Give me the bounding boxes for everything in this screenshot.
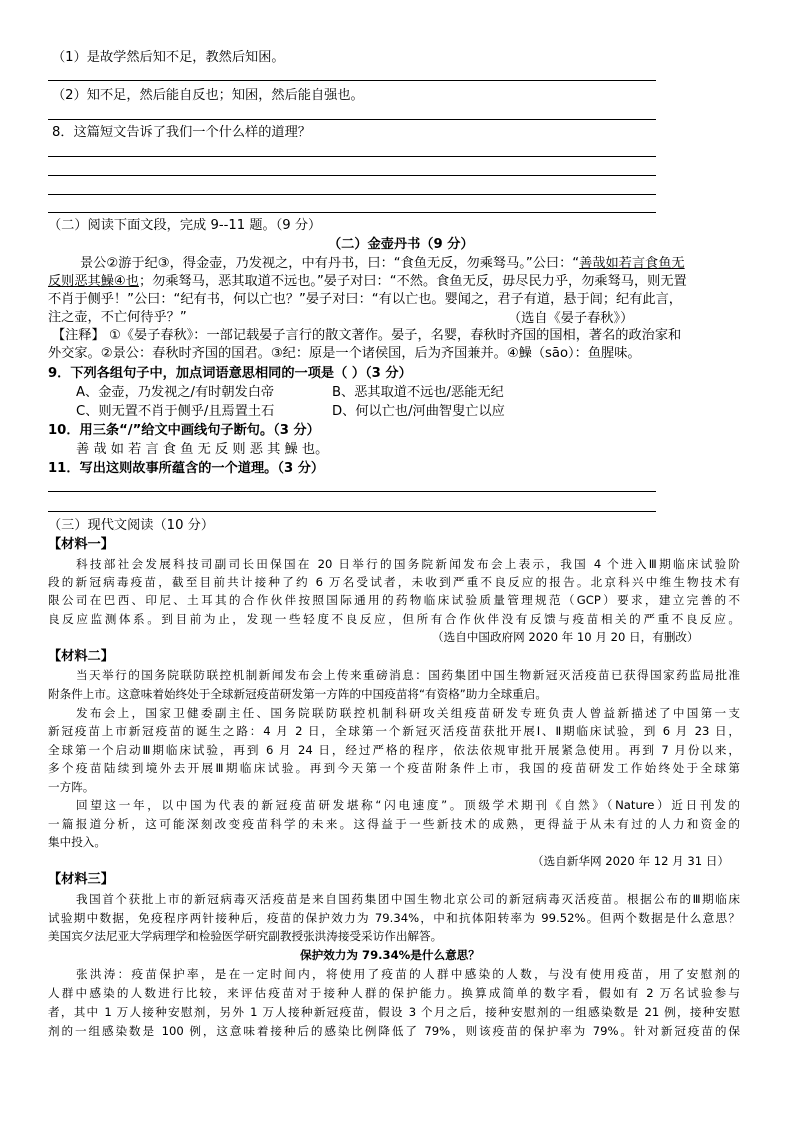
passage-source: （选自《晏子春秋》）: [508, 311, 634, 326]
material-3-line: 剂的一组感染数是 100 例，这意味着接种后的感染比例降低了 79%，则该疫苗的保护率为 79%。针对新冠疫苗的保: [48, 1024, 740, 1038]
material-1-line: 限公司在巴西、印尼、土耳其的合作伙伴按照国际通用的药物临床试验质量管理规范（GCP）要求，建立完善的不: [48, 593, 740, 607]
material-1-label: 【材料一】: [48, 537, 114, 552]
material-3-line: 者，其中 1 万人接种安慰剂，另外 1 万人接种新冠疫苗，假设 3 个月之后，接种安慰剂的一组感染数是 21 例，接种安慰: [48, 1005, 740, 1019]
question-8: 8．这篇短文告诉了我们一个什么样的道理？: [52, 125, 311, 140]
part2-instruction: （二）阅读下面文段，完成 9--11 题。（9 分）: [48, 218, 322, 233]
material-3-line: 试验期中数据，免疫程序两针接种后，疫苗的保护效力为 79.34%，中和抗体阳转率为 99.52%。但两个数据是什么意思？: [48, 911, 740, 925]
material-1-source: （选自中国政府网 2020 年 10 月 20 日，有删改）: [432, 630, 699, 644]
answer-line: [48, 491, 656, 492]
question-10: 10．用三条“/”给文中画线句子断句。（3 分）: [48, 423, 320, 438]
underlined-sentence: 反则恶其鱢④也: [48, 274, 139, 289]
option-c: C、则无置不肖于侧乎/且焉置土石: [76, 404, 275, 419]
passage-text: ；勿乘驽马，恶其取道不远也。”晏子对曰：“不然。食鱼无反，毋尽民力乎，勿乘驽马，则无置: [138, 274, 687, 289]
question-row-2: （2）知不足，然后能自反也；知困，然后能自强也。: [52, 88, 364, 103]
material-2-source: （选自新华网 2020 年 12 月 31 日）: [532, 854, 730, 868]
material-3-line: 张洪涛：疫苗保护率，是在一定时间内，将使用了疫苗的人群中感染的人数，与没有使用疫苗，用了安慰剂的: [76, 967, 740, 981]
material-2-line: 多个疫苗陆续到境外去开展Ⅲ期临床试验。再到今天第一个疫苗附条件上市，我国的疫苗研发工作始终处于全球第: [48, 761, 740, 775]
option-d: D、何以亡也/河曲智叟亡以应: [332, 404, 505, 419]
passage-line-2: [48, 274, 687, 290]
material-3-label: 【材料三】: [48, 872, 114, 887]
part3-heading: （三）现代文阅读（10 分）: [48, 518, 215, 533]
material-3-line: 人群中感染的人数进行比较，来评估疫苗对于接种人群的保护能力。换算成简单的数字看，假如有 2 万名试验参与: [48, 986, 740, 1000]
material-2-line: 附条件上市。这意味着始终处于全球新冠疫苗研发第一方阵的中国疫苗将“有资格”助力全球重启。: [48, 687, 547, 701]
answer-line: [48, 156, 656, 157]
answer-line: [48, 212, 656, 213]
material-3-subtitle: 保护效力为 79.34%是什么意思？: [300, 948, 480, 962]
material-3-line: 我国首个获批上市的新冠病毒灭活疫苗是来自国药集团中国生物北京公司的新冠病毒灭活疫苗。根据公布的Ⅲ期临床: [76, 892, 740, 906]
underlined-sentence: 善哉如若言食鱼无: [579, 256, 685, 271]
material-2-line: 集中投入。: [48, 835, 106, 849]
answer-line: [48, 175, 656, 176]
material-1-line: 良反应监测体系。到目前为止，发现一些轻度不良反应，但所有合作伙伴没有反馈与疫苗相关的严重不良反应。: [48, 612, 740, 626]
note-line-1: 【注释】 ①《晏子春秋》：一部记载晏子言行的散文著作。晏子，名婴，春秋时齐国的国相，著名的政治家和: [52, 328, 682, 343]
answer-line: [48, 511, 656, 512]
material-1-line: 科技部社会发展科技司副司长田保国在 20 日举行的国务院新闻发布会上表示，我国 4 个进入Ⅲ期临床试验阶: [76, 557, 740, 571]
answer-line: [48, 194, 656, 195]
answer-line: [48, 119, 656, 120]
option-a: A、金壶，乃发视之/有时朝发白帝: [76, 385, 275, 400]
material-2-line: 一方阵。: [48, 780, 95, 794]
material-2-line: 全球第一个启动Ⅲ期临床试验，再到 6 月 24 日，经过严格的程序，依法依规审批开展紧急使用。再到 7 月份以来，: [48, 743, 740, 757]
passage-line-3: 不肖于侧乎！”公曰：“纪有书，何以亡也？”晏子对曰：“有以亡也。婴闻之，君子有道，悬于闾；纪有此言，: [48, 292, 682, 307]
question-row-1: （1）是故学然后知不足，教然后知困。: [52, 50, 285, 65]
material-2-line: 回望这一年，以中国为代表的新冠疫苗研发堪称“闪电速度”。顶级学术期刊《自然》（Nature）近日刊发的: [76, 798, 740, 812]
material-2-line: 当天举行的国务院联防联控机制新闻发布会上传来重磅消息：国药集团中国生物新冠灭活疫苗已获得国家药监局批准: [76, 668, 740, 682]
passage-text: 景公②游于纪③，得金壶，乃发视之，中有丹书，曰：“食鱼无反，勿乘驽马。”公曰：“: [80, 256, 580, 271]
material-2-label: 【材料二】: [48, 649, 114, 664]
material-1-line: 段的新冠病毒疫苗，截至目前共计接种了约 6 万名受试者，未收到严重不良反应的报告。北京科兴中维生物技术有: [48, 575, 740, 589]
material-2-line: 发布会上，国家卫健委副主任、国务院联防联控机制科研攻关组疫苗研发专班负责人曾益新描述了中国第一支: [76, 706, 740, 720]
passage-line-4: 注之壶，不亡何待乎？”: [48, 310, 187, 325]
question-9: 9．下列各组句子中，加点词语意思相同的一项是（ ）（3 分）: [48, 366, 412, 381]
option-b: B、恶其取道不远也/恶能无纪: [332, 385, 504, 400]
passage-title: （二）金壶丹书（9 分）: [328, 237, 474, 252]
question-11: 11．写出这则故事所蕴含的一个道理。（3 分）: [48, 461, 325, 476]
note-line-2: 外交家。②景公：春秋时齐国的国君。③纪：原是一个诸侯国，后为齐国兼并。④鱢（sāo）：鱼腥味。: [48, 346, 641, 361]
answer-line: [48, 80, 656, 81]
material-2-line: 一篇报道分析，这可能深刻改变疫苗科学的未来。这得益于一些新技术的成熟，更得益于从未有过的人力和资金的: [48, 817, 740, 831]
material-2-line: 新冠疫苗上市新冠疫苗的诞生之路：4 月 2 日，全球第一个新冠灭活疫苗获批开展Ⅰ、Ⅱ期临床试验，到 6 月 23 日，: [48, 724, 740, 738]
question-10-sentence: 善 哉 如 若 言 食 鱼 无 反 则 恶 其 鱢 也。: [76, 442, 329, 457]
passage-line-1: [80, 256, 685, 272]
material-3-line: 美国宾夕法尼亚大学病理学和检验医学研究副教授张洪涛接受采访作出解答。: [48, 929, 443, 943]
